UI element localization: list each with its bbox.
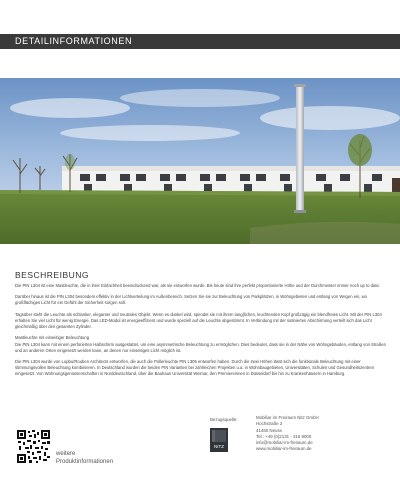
qr-caption-line: weitere xyxy=(56,451,76,457)
qr-caption-line: Produktinformationen xyxy=(56,459,114,465)
description-paragraph: Mastleuchte mit einseitiger Beleuchtung Die PIN L304 kann mit einem perforierten Halbschirm ausgestattet, um eine asymmetrische Beleuchtung zu ermöglichen. Dies bedeutet, dass sie in der Nähe von Wohngebäuden, entlang von Straßen und an anderen Orten eingesetzt werden kann, an denen nur einseitiges Licht möglich ist. xyxy=(15,335,386,353)
supplier-phone: Tel.: +49 (0)2131 - 316 9000 xyxy=(256,433,312,439)
supplier-address xyxy=(256,415,319,453)
source-label: Bezugsquelle: xyxy=(210,417,238,422)
page-title: DETAILINFORMATIONEN xyxy=(15,36,133,46)
header-bar xyxy=(0,34,400,49)
product-photo xyxy=(0,78,400,244)
qr-code-icon xyxy=(17,430,50,463)
description-paragraph: Die PIN L304 wurde von Lupbu/Rouben Architects entworfen, die auch die Pollerleuchte PIN L305 entworfen haben. Durch die zwei Höhen lässt sich die funktionale Beleuchtung mit einer stimmungsvollen Beleuchtung kombinieren. In Deutschland wurden die beiden PIN Varianten bei zahlreichen Projekten u.a. in Wohnbaugebieten, Universitäten, Schulen und Gesundheitszentren eingesetzt. Von Wohnungsgenossenschaften in Norddeutschland, über die Bauhaus Universität Weimar, den Premiereinnen in Düsseldorf bis hin zu Krankenhäusern in Hamburg. xyxy=(15,359,375,377)
qr-code[interactable] xyxy=(17,430,50,463)
qr-caption xyxy=(56,450,113,466)
supplier-city: 41460 Neuss xyxy=(256,427,282,433)
company-logo xyxy=(210,428,228,452)
supplier-company: Mobiliar im Freiraum Nitz GmbH xyxy=(256,415,319,420)
description-paragraph: Tagsüber steht die Leuchte als schlanker, eleganter und neutrales Objekt. Wenn es dunkel wird, spendet sie mit ihrem lang(lichen, leuchtenden Kopf großzügig ein blendfreies Licht. Mit der PIN L304 erhalten Sie viel Licht für wenig Energie. Das LED-Modul ist energieeffizient und wurde speziell auf die Leuchte abgestimmt. In Verbindung mit der satinierten Abschirmung verteilt sich das Licht gleichmäßig über den gesamten Zylinder. xyxy=(15,311,382,330)
supplier-street: Hochstraße 2 xyxy=(256,421,283,427)
logo-text: NITZ xyxy=(214,444,224,449)
description-paragraph: Darüber hinaus ist die PIN L304 besonders effektiv in der Lichtverteilung im Außenbereich. Setzen Sie sie zur Beleuchtung von Parkplätzen, in Wohngebieten und entlang von Wegen ein, wo großflächiges Licht für ein Gefühl der Sicherheit sorgen soll. xyxy=(15,294,367,306)
supplier-website[interactable]: www.mobiliar-im-freiraum.de xyxy=(256,446,312,452)
description-heading: BESCHREIBUNG xyxy=(15,270,90,280)
description-body xyxy=(15,283,387,383)
description-paragraph: Die PIN L304 ist eine Mastleuchte, die in ihrer Einfachheit beeindruckend war, als sie entworfen wurde. Bis heute sind ihre perfekt proportionierte Höhe und der Durchmesser immer noch up to date. xyxy=(15,283,380,288)
supplier-email[interactable]: info@mobiliar-im-freiraum.de xyxy=(256,440,313,446)
